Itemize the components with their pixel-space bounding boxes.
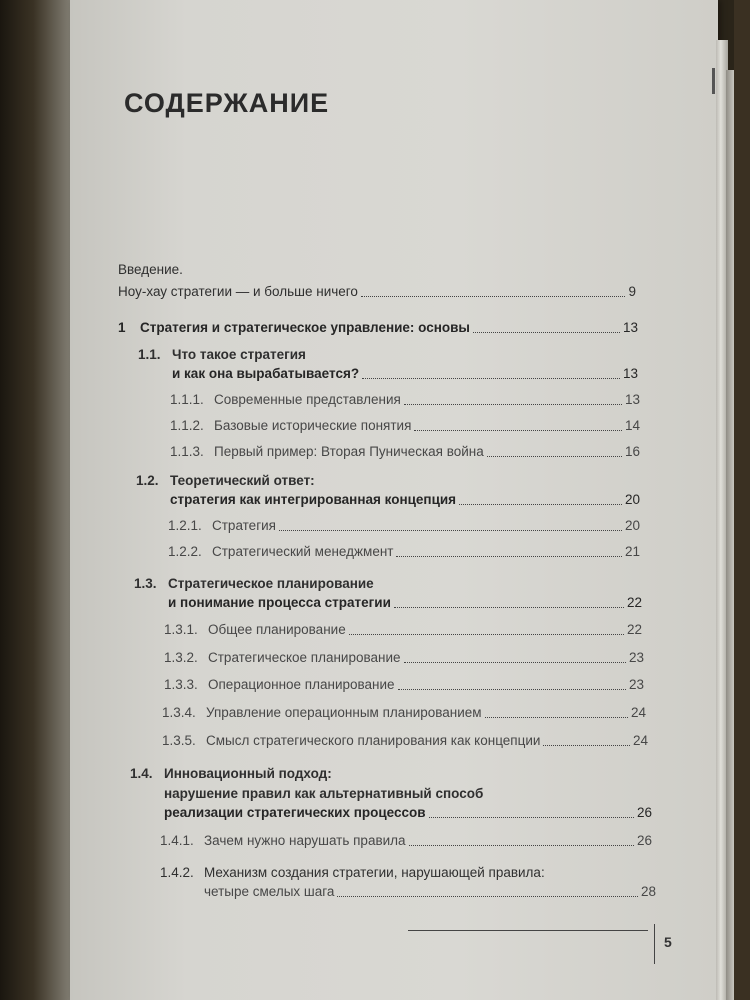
entry-page: 20 [624, 518, 640, 533]
dot-leader [279, 529, 622, 531]
entry-title: Первый пример: Вторая Пуническая война [214, 444, 484, 459]
section-title-line1: Стратегическое планирование [168, 576, 374, 591]
entry-page: 23 [628, 677, 644, 692]
dot-leader [349, 633, 624, 635]
section-number: 1.3. [134, 576, 157, 591]
toc-entry-1-3-2 [164, 650, 644, 666]
entry-page: 22 [626, 622, 642, 637]
entry-number: 1.3.5. [162, 733, 196, 748]
entry-number: 1.2.2. [168, 544, 202, 559]
toc-entry-1-1-1 [170, 392, 640, 408]
toc-entry-1-3 [168, 595, 642, 611]
toc-entry-1-2-2 [168, 544, 640, 560]
entry-page: 9 [628, 284, 636, 299]
entry-title: четыре смелых шага [204, 884, 335, 899]
toc-entry-intro [118, 284, 636, 300]
entry-title: Операционное планирование [208, 677, 395, 692]
entry-title: Базовые исторические понятия [214, 418, 412, 433]
entry-title: Стратегический менеджмент [212, 544, 394, 559]
entry-title: и понимание процесса стратегии [168, 595, 391, 610]
dot-leader [362, 377, 620, 379]
entry-title: Стратегия и стратегическое управление: основы [140, 320, 470, 335]
entry-number: 1.1.1. [170, 392, 204, 407]
dot-leader [429, 816, 634, 818]
dot-leader [487, 455, 622, 457]
dot-leader [394, 606, 624, 608]
entry-number: 1.4.1. [160, 833, 194, 848]
footer-separator [654, 924, 655, 964]
entry-title: Стратегия [212, 518, 276, 533]
entry-number: 1 [118, 320, 126, 335]
section-title-line2: нарушение правил как альтернативный способ [164, 786, 484, 801]
toc-entry-1-4 [164, 805, 652, 821]
toc-entry-1-3-3 [164, 677, 644, 693]
toc-entry-1-1-2 [170, 418, 640, 434]
toc-entry-1-4-2 [204, 884, 656, 900]
entry-number: 1.2.1. [168, 518, 202, 533]
section-number: 1.4. [130, 766, 153, 781]
dot-leader [485, 716, 628, 718]
section-title-line1: Инновационный подход: [164, 766, 332, 781]
entry-title: Смысл стратегического планирования как концепции [206, 733, 541, 748]
entry-page: 21 [624, 544, 640, 559]
dot-leader [459, 503, 622, 505]
dot-leader [361, 295, 626, 297]
section-number: 1.2. [136, 473, 159, 488]
page-number: 5 [664, 934, 672, 950]
entry-page: 13 [622, 320, 638, 335]
entry-number: 1.3.2. [164, 650, 198, 665]
entry-page: 24 [632, 733, 648, 748]
dot-leader [337, 895, 638, 897]
dot-leader [409, 844, 634, 846]
entry-page: 28 [640, 884, 656, 899]
entry-title: и как она вырабатывается? [172, 366, 360, 381]
dot-leader [543, 744, 630, 746]
entry-number: 1.3.4. [162, 705, 196, 720]
section-number: 1.1. [138, 347, 161, 362]
entry-number: 1.1.3. [170, 444, 204, 459]
entry-page: 13 [622, 366, 638, 381]
toc-entry-1-4-1 [160, 833, 652, 849]
entry-number: 1.3.3. [164, 677, 198, 692]
toc-entry-1-1-3 [170, 444, 640, 460]
intro-label: Введение. [118, 262, 183, 277]
entry-page: 26 [636, 833, 652, 848]
entry-title: Ноу-хау стратегии — и больше ничего [118, 284, 358, 299]
toc-entry-1-2 [170, 492, 640, 508]
entry-number: 1.3.1. [164, 622, 198, 637]
toc-entry-1-3-5 [162, 733, 648, 749]
footer-rule [408, 930, 648, 931]
dot-leader [414, 429, 622, 431]
dot-leader [398, 688, 626, 690]
entry-page: 16 [624, 444, 640, 459]
section-title-line1: Что такое стратегия [172, 347, 306, 362]
entry-title: реализации стратегических процессов [164, 805, 426, 820]
toc-entry-1-4-2-line1: Механизм создания стратегии, нарушающей правила: [204, 865, 545, 880]
dot-leader [473, 331, 620, 333]
entry-page: 23 [628, 650, 644, 665]
section-title-line1: Теоретический ответ: [170, 473, 315, 488]
toc-entry-1-3-1 [164, 622, 642, 638]
toc-entry-1-4-2-number: 1.4.2. [160, 865, 194, 880]
toc-entry-chapter-1 [118, 320, 638, 336]
entry-title: Управление операционным планированием [206, 705, 482, 720]
dot-leader [396, 555, 621, 557]
entry-page: 24 [630, 705, 646, 720]
dot-leader [404, 403, 622, 405]
entry-page: 20 [624, 492, 640, 507]
entry-number: 1.1.2. [170, 418, 204, 433]
entry-page: 13 [624, 392, 640, 407]
toc-entry-1-2-1 [168, 518, 640, 534]
entry-page: 22 [626, 595, 642, 610]
dot-leader [404, 661, 626, 663]
entry-page: 14 [624, 418, 640, 433]
page-title: СОДЕРЖАНИЕ [124, 88, 330, 118]
toc-entry-1-3-4 [162, 705, 646, 721]
entry-page: 26 [636, 805, 652, 820]
entry-title: Зачем нужно нарушать правила [204, 833, 406, 848]
entry-title: Общее планирование [208, 622, 346, 637]
entry-title: стратегия как интегрированная концепция [170, 492, 457, 507]
entry-title: Стратегическое планирование [208, 650, 401, 665]
entry-title: Современные представления [214, 392, 401, 407]
toc-entry-1-1 [172, 366, 638, 382]
